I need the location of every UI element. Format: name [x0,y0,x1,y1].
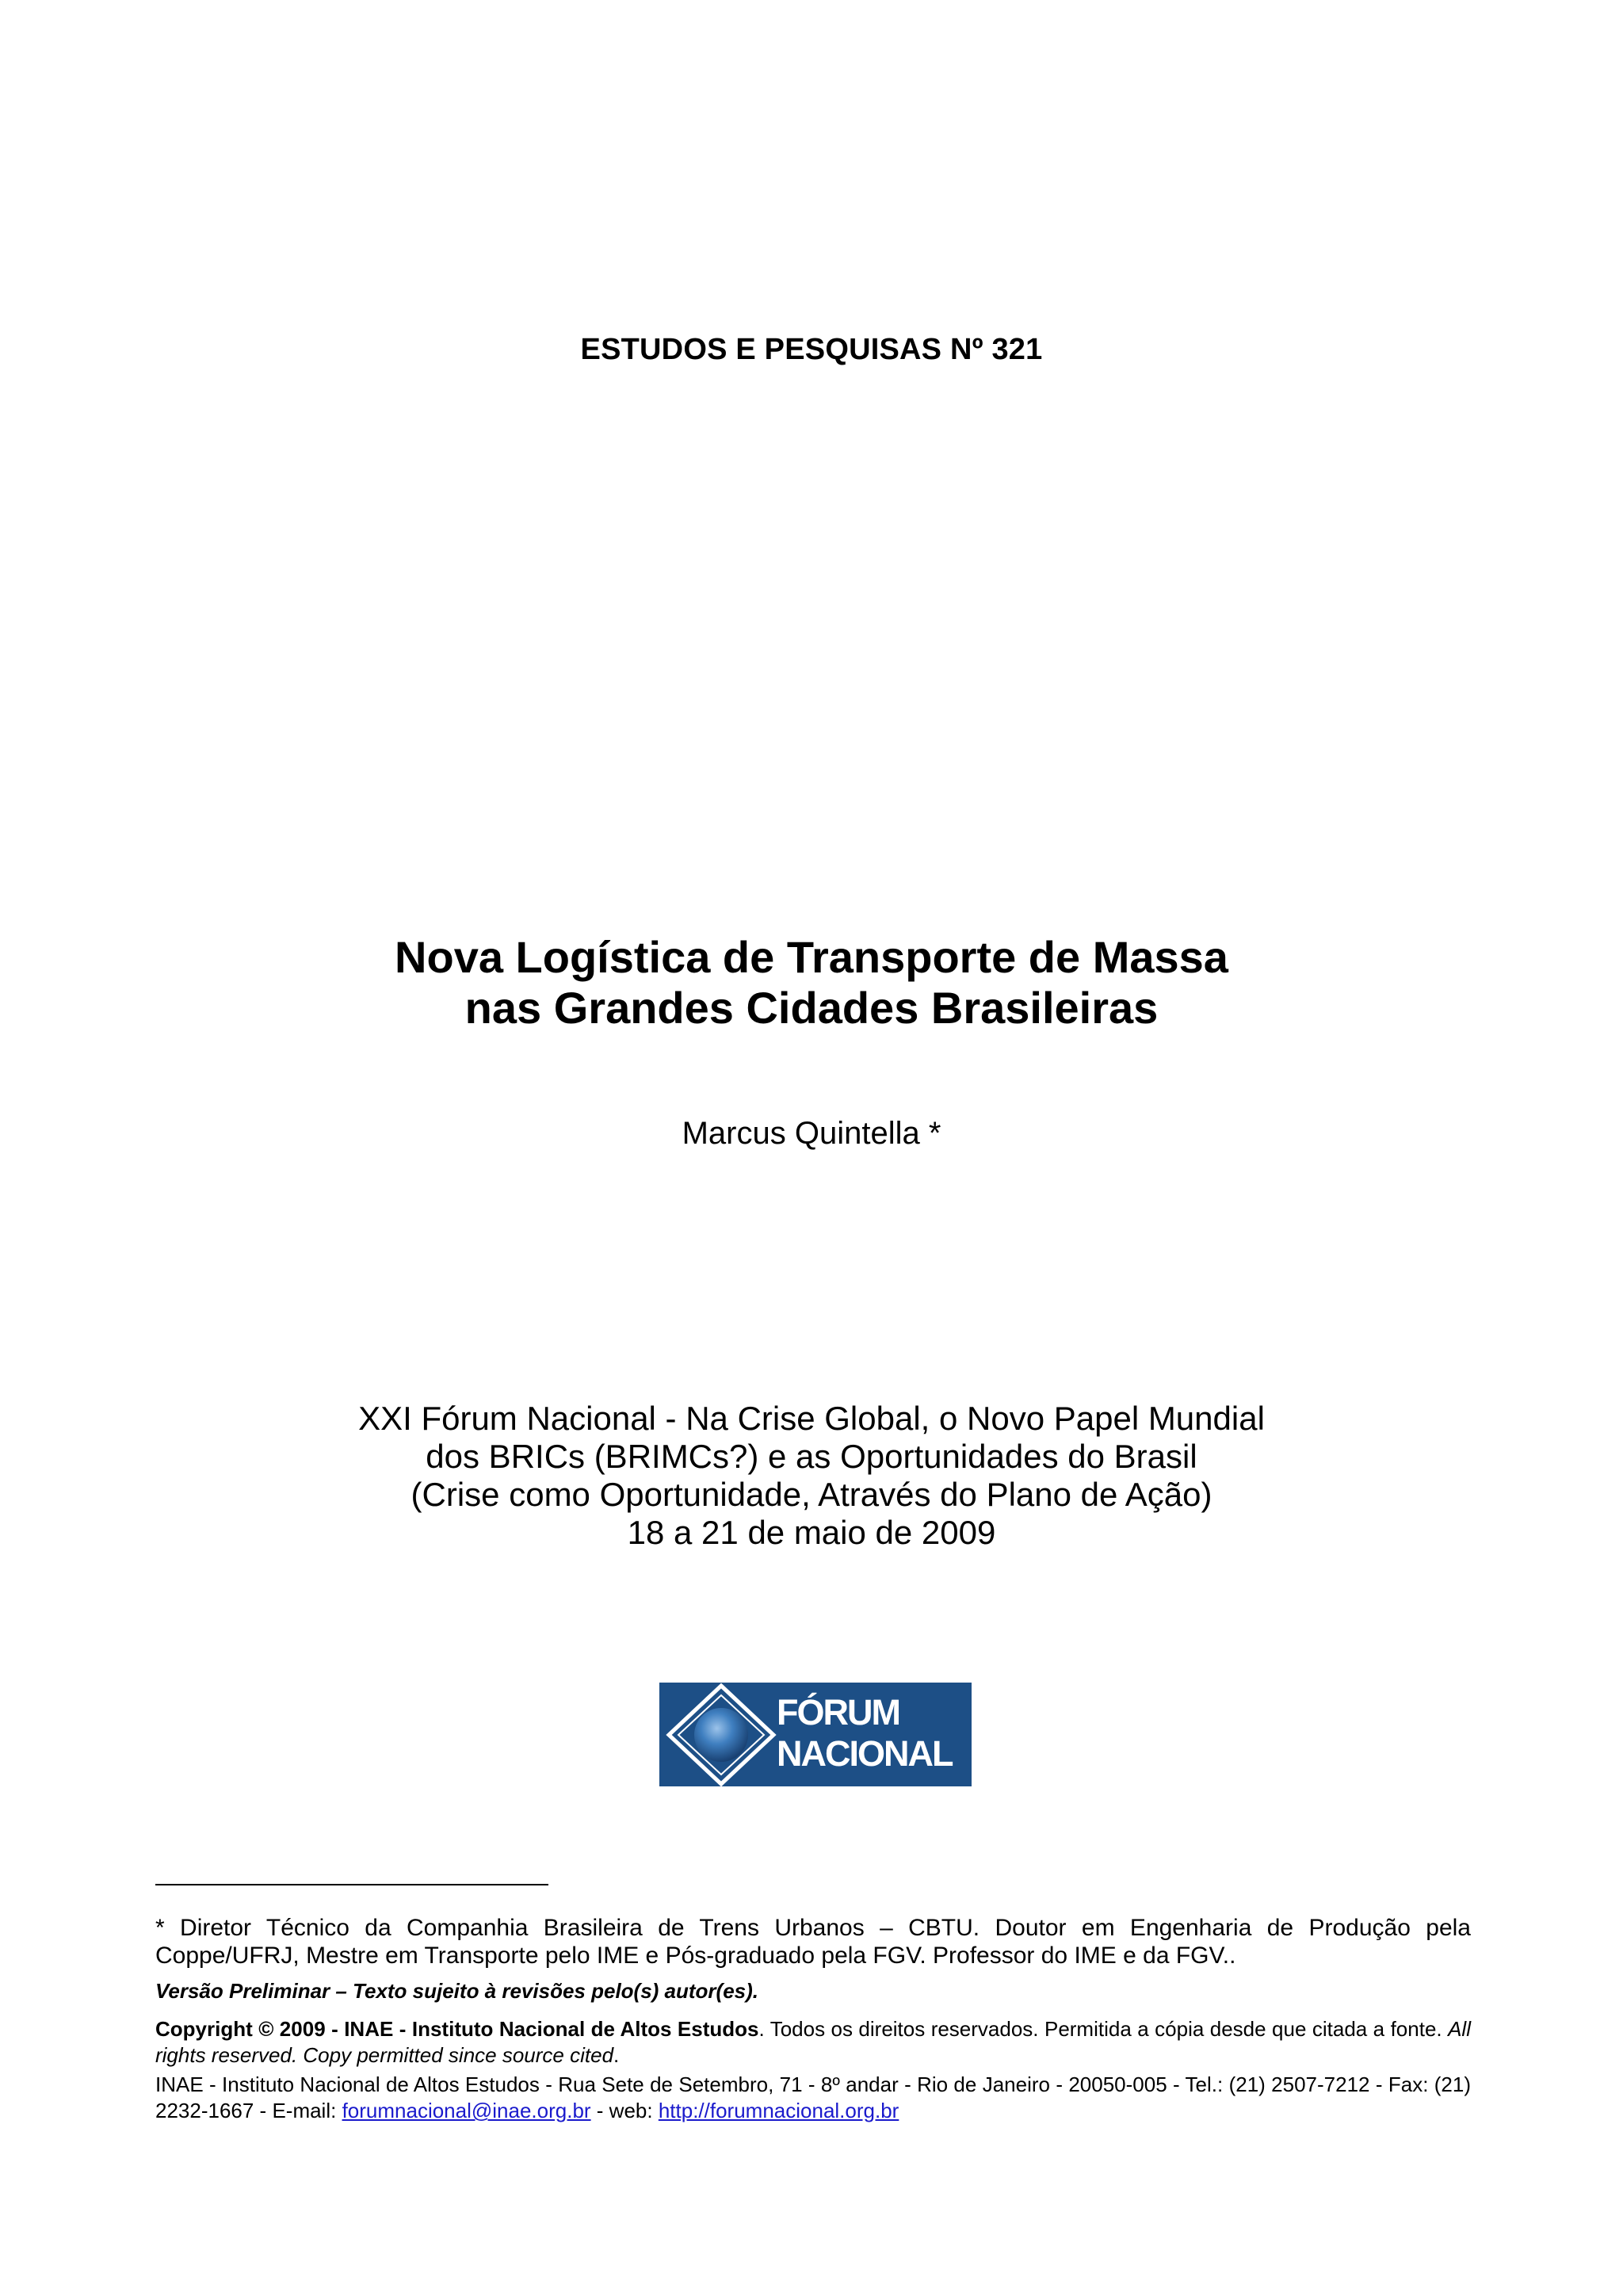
event-line-2: dos BRICs (BRIMCs?) e as Oportunidades do Brasil [426,1438,1197,1475]
logo-line-1: FÓRUM [777,1692,899,1733]
document-title-line-1: Nova Logística de Transporte de Massa [395,932,1228,982]
address-text: INAE - Instituto Nacional de Altos Estudos - Rua Sete de Setembro, 71 - 8º andar - Rio de Janeiro - 20050-005 - Tel.: (21) 2507-7212 - Fax: (21) 2232-1667 - E-mail: [155,2073,1471,2122]
institute-address [155,2072,1471,2124]
document-title [0,932,1623,1033]
website-link[interactable]: http://forumnacional.org.br [658,2099,899,2122]
footnotes [155,1914,1471,2124]
email-link[interactable]: forumnacional@inae.org.br [342,2099,591,2122]
forum-nacional-logo [659,1683,972,1786]
web-label: - web: [590,2099,659,2122]
copyright-notice [155,2016,1471,2069]
copyright-text: . Todos os direitos reservados. Permitida a cópia desde que citada a fonte. [758,2017,1449,2041]
footnote-separator [155,1884,548,1885]
event-line-3: (Crise como Oportunidade, Através do Plano de Ação) [411,1476,1212,1513]
version-note: Versão Preliminar – Texto sujeito à revisões pelo(s) autor(es). [155,1979,759,2003]
copyright-holder: Copyright © 2009 - INAE - Instituto Nacional de Altos Estudos [155,2017,759,2041]
logo-wordmark [777,1692,952,1775]
series-title: ESTUDOS E PESQUISAS Nº 321 [580,333,1043,366]
event-description [0,1400,1623,1552]
event-dates: 18 a 21 de maio de 2009 [627,1514,996,1551]
copyright-english: All rights reserved. Copy permitted since source cited [155,2017,1471,2067]
event-line-1: XXI Fórum Nacional - Na Crise Global, o Novo Papel Mundial [358,1400,1265,1437]
logo-line-2: NACIONAL [777,1733,953,1774]
author-name: Marcus Quintella * [682,1116,941,1151]
document-title-line-2: nas Grandes Cidades Brasileiras [464,983,1159,1033]
author-footnote: * Diretor Técnico da Companhia Brasileira de Trens Urbanos – CBTU. Doutor em Engenharia de Produção pela Coppe/UFRJ, Mestre em Transporte pelo IME e Pós-graduado pela FGV. Professor do IME e da FGV.. [155,1915,1471,1969]
copyright-end: . [613,2043,620,2067]
